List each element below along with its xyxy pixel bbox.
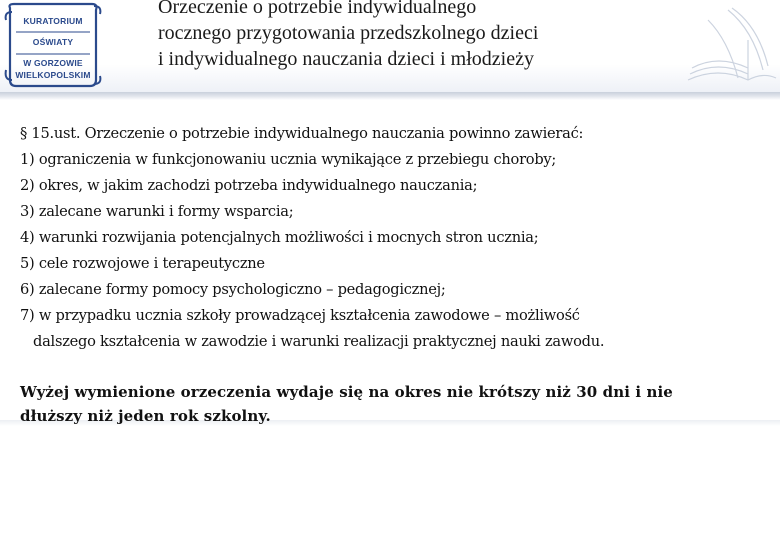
list-item: 3) zalecane warunki i formy wsparcia; (20, 203, 294, 220)
list-item: 7) w przypadku ucznia szkoły prowadzącej kształcenia zawodowe – możliwość (20, 307, 580, 324)
list-item: 6) zalecane formy pomocy psychologiczno – pedagogicznej; (20, 281, 446, 298)
logo-line-3: W GORZOWIE (23, 58, 83, 68)
page-title (158, 0, 638, 72)
list-item-continuation: dalszego kształcenia w zawodzie i warunki realizacji praktycznej nauki zawodu. (33, 333, 605, 350)
logo-line-2: OŚWIATY (32, 37, 74, 47)
note-line-1: Wyżej wymienione orzeczenia wydaje się na okres nie krótszy niż 30 dni i nie (20, 383, 673, 401)
title-line-3: i indywidualnego nauczania dzieci i młodzieży (158, 48, 534, 70)
validity-note (20, 380, 765, 428)
title-line-2: rocznego przygotowania przedszkolnego dzieci (158, 22, 539, 44)
book-quill-decoration-icon (668, 0, 780, 100)
list-item: 2) okres, w jakim zachodzi potrzeba indywidualnego nauczania; (20, 177, 478, 194)
decoration-graphic (668, 0, 780, 100)
list-item: 5) cele rozwojowe i terapeutyczne (20, 255, 265, 272)
regulation-text (20, 121, 765, 355)
logo-line-4: WIELKOPOLSKIM (15, 70, 91, 80)
title-line-1: Orzeczenie o potrzebie indywidualnego (158, 0, 477, 18)
note-line-2: dłuższy niż jeden rok szkolny. (20, 407, 271, 425)
logo-line-1: KURATORIUM (23, 16, 83, 26)
list-item: 1) ograniczenia w funkcjonowaniu ucznia wynikające z przebiegu choroby; (20, 151, 557, 168)
list-item: 4) warunki rozwijania potencjalnych możliwości i mocnych stron ucznia; (20, 229, 539, 246)
kuratorium-logo-icon (4, 2, 102, 88)
header-divider (0, 92, 780, 100)
regulation-intro: § 15.ust. Orzeczenie o potrzebie indywidualnego nauczania powinno zawierać: (20, 125, 584, 142)
